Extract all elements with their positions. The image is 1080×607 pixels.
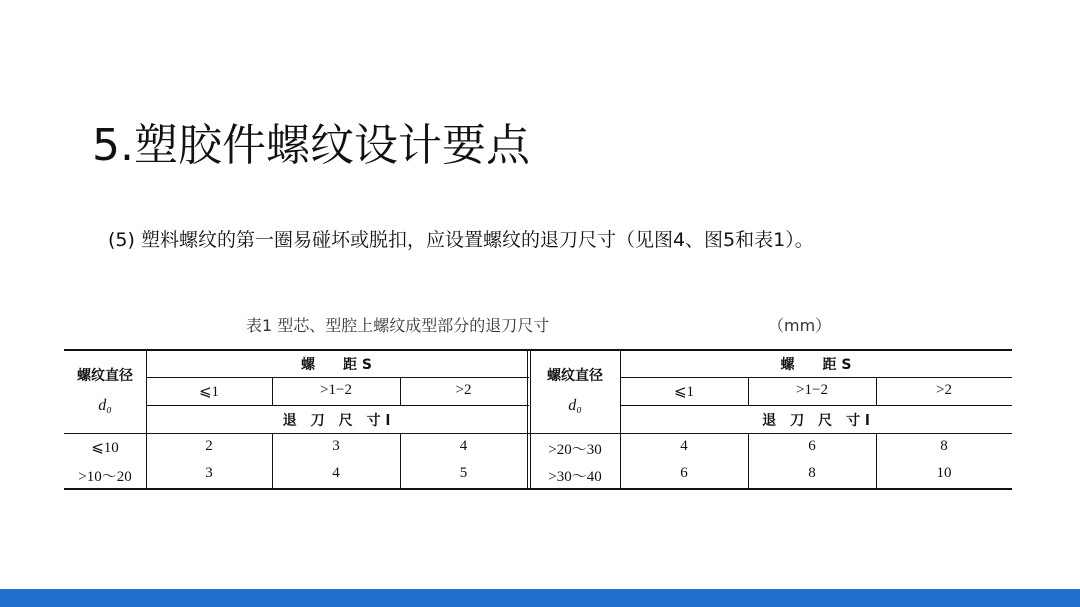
table-caption: 表1 型芯、型腔上螺纹成型部分的退刀尺寸	[246, 316, 550, 335]
value-cell: 4	[680, 438, 688, 454]
table-bottom-rule	[64, 488, 1012, 490]
value-cell: 3	[205, 465, 213, 481]
diameter-symbol: d₀	[98, 397, 112, 414]
bullet-text: (5) 塑料螺纹的第一圈易碰坏或脱扣，应设置螺纹的退刀尺寸（见图4、图5和表1）。	[108, 229, 814, 251]
undercut-header: 退 刀 尺 寸 l	[282, 413, 391, 429]
table-rule	[146, 405, 529, 406]
pitch-col: >1−2	[796, 382, 828, 398]
diameter-cell: >20～30	[548, 442, 602, 458]
pitch-col: >1−2	[320, 382, 352, 398]
pitch-header: 螺 距 S	[301, 357, 372, 373]
pitch-col: >2	[936, 382, 952, 398]
value-cell: 8	[808, 465, 816, 481]
diameter-cell: ⩽10	[91, 440, 119, 456]
value-cell: 4	[332, 465, 340, 481]
table-rule	[620, 377, 1012, 378]
slide-title: 5.塑胶件螺纹设计要点	[92, 120, 530, 171]
diameter-symbol: d₀	[568, 397, 582, 414]
pitch-col: ⩽1	[198, 384, 220, 400]
pitch-col: >2	[455, 382, 472, 398]
value-cell: 6	[680, 465, 688, 481]
table-rule	[620, 405, 1012, 406]
diameter-header: 螺纹直径	[77, 368, 133, 384]
value-cell: 10	[936, 465, 952, 481]
undercut-table	[64, 349, 1012, 490]
table-unit: （mm）	[768, 316, 832, 335]
table-top-rule	[64, 349, 1012, 351]
table-rule	[527, 349, 528, 490]
pitch-header: 螺 距 S	[780, 357, 852, 373]
value-cell: 4	[459, 438, 468, 454]
diameter-cell: >10～20	[78, 469, 132, 485]
footer-bar	[0, 589, 1080, 607]
diameter-cell: >30～40	[548, 469, 602, 485]
pitch-col: ⩽1	[673, 384, 695, 400]
diameter-header: 螺纹直径	[547, 368, 603, 384]
value-cell: 3	[332, 438, 340, 454]
value-cell: 6	[808, 438, 816, 454]
table-rule	[64, 433, 1012, 434]
value-cell: 2	[205, 438, 213, 454]
value-cell: 8	[940, 438, 948, 454]
value-cell: 5	[459, 465, 468, 481]
undercut-header: 退 刀 尺 寸 l	[762, 413, 870, 429]
table-rule	[146, 377, 529, 378]
